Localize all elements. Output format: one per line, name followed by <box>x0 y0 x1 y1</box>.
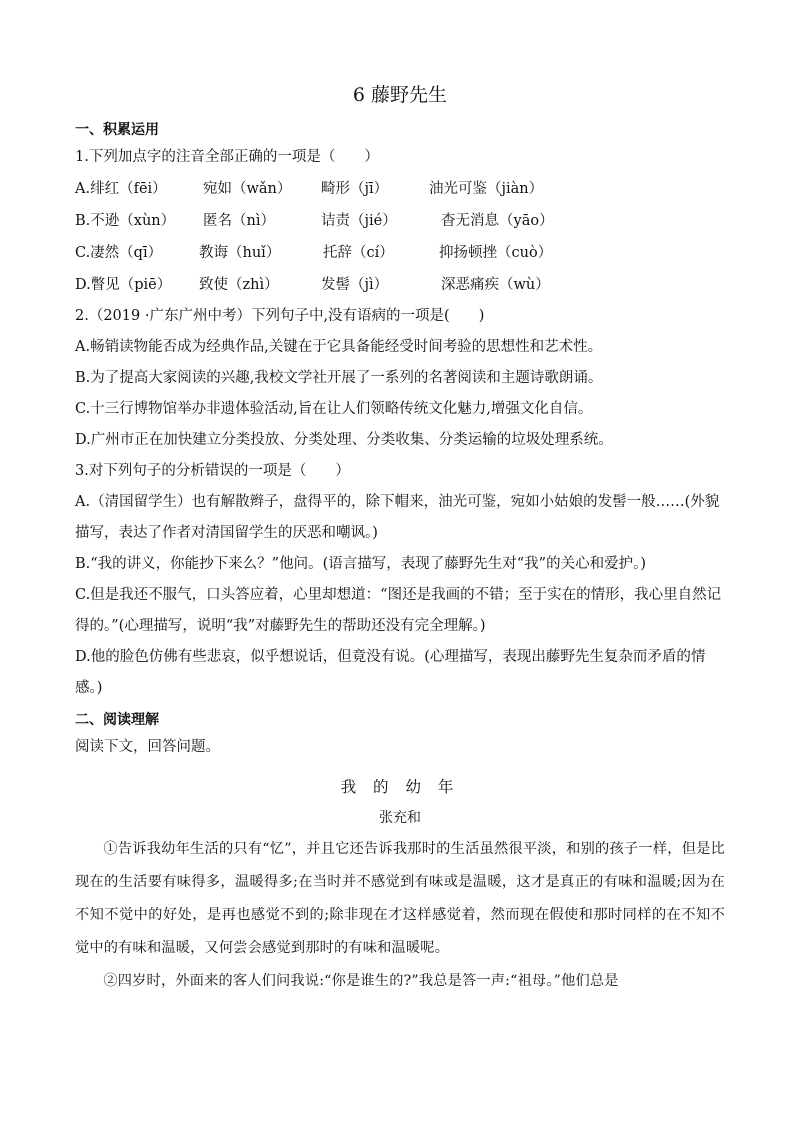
option-cell: A.绯红（fēi） <box>75 181 167 197</box>
reading-paragraph-2: ②四岁时，外面来的客人们问我说:“你是谁生的?”我总是答一声:“祖母。”他们总是 <box>103 973 619 989</box>
reading-instruction: 阅读下文，回答问题。 <box>75 739 220 755</box>
reading-title: 我 的 幼 年 <box>340 778 460 796</box>
question-2-option-c: C.十三行博物馆举办非遗体验活动,旨在让人们领略传统文化魅力,增强文化自信。 <box>75 401 593 417</box>
question-3-option-c: C.但是我还不服气，口头答应着，心里却想道：“图还是我画的不错；至于实在的情形，我心里自然记得的。”(心理描写，说明“我”对藤野先生的帮助还没有完全理解。) <box>75 587 722 634</box>
document-page <box>75 82 725 998</box>
option-cell: B.不逊（xùn） <box>75 213 176 229</box>
question-3-option-d: D.他的脸色仿佛有些悲哀，似乎想说话，但竟没有说。(心理描写，表现出藤野先生复杂而矛盾的情感。) <box>75 649 706 696</box>
option-cell: 教诲（huǐ） <box>199 245 281 261</box>
option-cell: 宛如（wǎn） <box>203 181 292 197</box>
option-cell: 托辞（cí） <box>323 245 394 261</box>
option-cell: 诘责（jié） <box>321 213 397 229</box>
option-cell: 匿名（nì） <box>203 213 275 229</box>
question-3-stem: 3.对下列句子的分析错误的一项是（ ） <box>75 463 350 479</box>
reading-paragraph-1: ①告诉我幼年生活的只有“忆”，并且它还告诉我那时的生活虽然很平淡，和别的孩子一样，但是比现在的生活要有味得多，温暖得多;在当时并不感觉到有味或是温暖，这才是真正的有味和温暖;因为在不知不觉中的好处，是再也感觉不到的;除非现在才这样感觉着，然而现在假使和那时同样的在不知不觉中的有味和温暖，又何尝会感觉到那时的有味和温暖呢。 <box>75 841 725 956</box>
question-2-option-b: B.为了提高大家阅读的兴趣,我校文学社开展了一系列的名著阅读和主题诗歌朗诵。 <box>75 370 603 386</box>
question-3-option-b: B.“我的讲义，你能抄下来么？”他问。(语言描写，表现了藤野先生对“我”的关心和爱护。) <box>75 556 646 572</box>
option-cell: 畸形（jī） <box>321 181 389 197</box>
section-heading-reading: 二、阅读理解 <box>75 712 159 728</box>
question-1-option-row-b <box>75 205 725 237</box>
option-cell: 抑扬顿挫（cuò） <box>439 245 553 261</box>
question-2-option-d: D.广州市正在加快建立分类投放、分类处理、分类收集、分类运输的垃圾处理系统。 <box>75 432 613 448</box>
option-cell: 深恶痛疾（wù） <box>441 277 550 293</box>
reading-author: 张充和 <box>379 810 421 826</box>
question-2-stem: 2.（2019 ·广东广州中考）下列句子中,没有语病的一项是( ) <box>75 308 485 324</box>
question-1-stem: 1.下列加点字的注音全部正确的一项是（ ） <box>75 149 379 165</box>
option-cell: D.瞥见（piē） <box>75 277 172 293</box>
section-heading-accumulation: 一、积累运用 <box>75 122 159 138</box>
question-1-option-row-d <box>75 269 725 301</box>
question-3-option-a: A.（清国留学生）也有解散辫子，盘得平的，除下帽来，油光可鉴，宛如小姑娘的发髻一般……(外貌描写，表达了作者对清国留学生的厌恶和嘲讽。) <box>75 494 720 541</box>
page-title: 6 藤野先生 <box>352 84 448 106</box>
option-cell: C.凄然（qī） <box>75 245 163 261</box>
option-cell: 油光可鉴（jiàn） <box>429 181 544 197</box>
question-1-option-row-c <box>75 237 725 269</box>
option-cell: 发髻（jì） <box>321 277 389 293</box>
question-1-option-row-a <box>75 173 725 205</box>
option-cell: 杳无消息（yāo） <box>441 213 554 229</box>
question-2-option-a: A.畅销读物能否成为经典作品,关键在于它具备能经受时间考验的思想性和艺术性。 <box>75 339 603 355</box>
option-cell: 致使（zhì） <box>199 277 279 293</box>
